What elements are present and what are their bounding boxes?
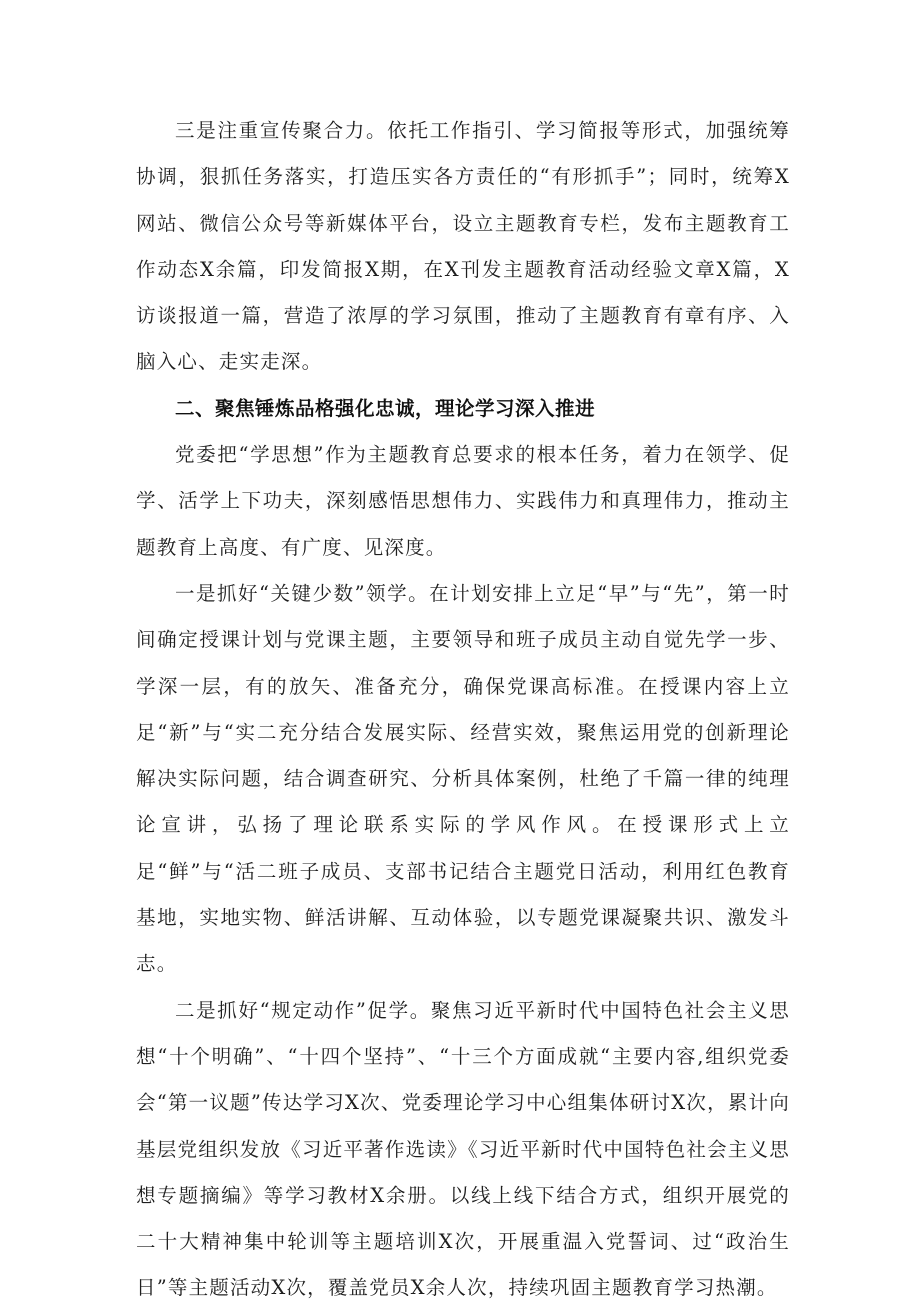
paragraph-required-actions: 二是抓好“规定动作”促学。聚焦习近平新时代中国特色社会主义思想“十个明确”、“十四个坚持”、“十三个方面成就“主要内容,组织党委会“第一议题”传达学习X次、党委理论学习中心组集体研讨X次，累计向基层党组织发放《习近平著作选读》《习近平新时代中国特色社会主义思想专题摘编》等学习教材X余册。以线上线下结合方式，组织开展党的二十大精神集中轮训等主题培训X次，开展重温入党誓词、过“政治生日”等主题活动X次，覆盖党员X余人次，持续巩固主题教育学习热潮。 — [136, 998, 790, 1300]
document-page — [136, 108, 790, 1312]
paragraph-party-committee-task: 党委把“学思想”作为主题教育总要求的根本任务，着力在领学、促学、活学上下功夫，深刻感悟思想伟力、实践伟力和真理伟力，推动主题教育上高度、有广度、见深度。 — [136, 443, 790, 559]
paragraph-publicity: 三是注重宣传聚合力。依托工作指引、学习简报等形式，加强统筹协调，狠抓任务落实，打造压实各方责任的“有形抓手”；同时，统筹X网站、微信公众号等新媒体平台，设立主题教育专栏，发布主题教育工作动态X余篇，印发简报X期，在X刊发主题教育活动经验文章X篇，X访谈报道一篇，营造了浓厚的学习氛围，推动了主题教育有章有序、入脑入心、走实走深。 — [136, 119, 790, 374]
section-heading-theory-study: 二、聚焦锤炼品格强化忠诚，理论学习深入推进 — [175, 396, 596, 420]
paragraph-key-minority-lead: 一是抓好“关键少数”领学。在计划安排上立足“早”与“先”，第一时间确定授课计划与党课主题，主要领导和班子成员主动自觉先学一步、学深一层，有的放矢、准备充分，确保党课高标准。在授课内容上立足“新”与“实二充分结合发展实际、经营实效，聚焦运用党的创新理论解决实际问题，结合调查研究、分析具体案例，杜绝了千篇一律的纯理论宣讲，弘扬了理论联系实际的学风作风。在授课形式上立足“鲜”与“活二班子成员、支部书记结合主题党日活动，利用红色教育基地，实地实物、鲜活讲解、互动体验，以专题党课凝聚共识、激发斗志。 — [136, 581, 790, 976]
